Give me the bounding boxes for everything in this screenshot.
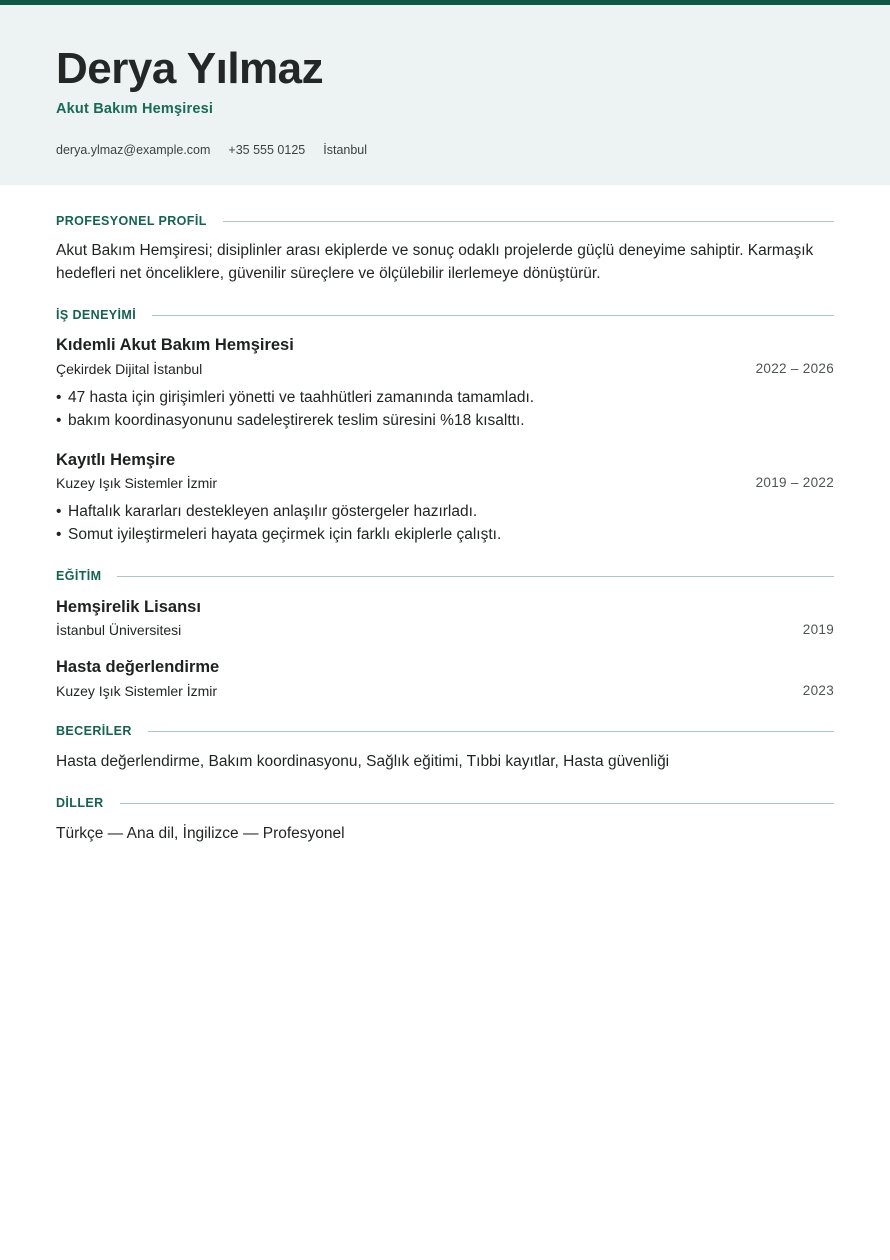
education-degree: Hemşirelik Lisansı [56,598,201,616]
job-role: Kayıtlı Hemşire [56,451,176,469]
profile-summary: Akut Bakım Hemşiresi; disiplinler arası ekiplerde ve sonuç odaklı projelerde güçlü deneyime sahiptir. Karmaşık hedefleri net önceliklere, güvenilir süreçlere ve ölçülebilir ilerlemeye dönüştürür. [56,242,814,282]
contact-email: derya.ylmaz@example.com [56,143,211,157]
resume-header [0,0,890,185]
candidate-title: Akut Bakım Hemşiresi [56,101,214,117]
section-divider [148,731,834,732]
job-dates: 2022 – 2026 [755,361,834,376]
skills-list: Hasta değerlendirme, Bakım koordinasyonu, Sağlık eğitimi, Tıbbi kayıtlar, Hasta güvenliği [56,753,670,770]
job-achievements [56,387,834,432]
section-divider [117,576,834,577]
section-divider [120,803,834,804]
job-achievements [56,501,834,546]
achievement-item: • Somut iyileştirmeleri hayata geçirmek için farklı ekiplerle çalıştı. [56,524,834,547]
section-divider [152,315,834,316]
section-title: DİLLER [56,796,104,810]
education-year: 2019 [802,622,834,637]
education-year: 2023 [802,683,834,698]
section-experience-heading [56,307,834,323]
section-skills-heading [56,723,834,739]
contact-phone: +35 555 0125 [228,143,306,157]
job-company: Çekirdek Dijital İstanbul [56,361,203,377]
job-company: Kuzey Işık Sistemler İzmir [56,475,218,491]
achievement-item: • Haftalık kararları destekleyen anlaşılır göstergeler hazırladı. [56,501,834,524]
job-role: Kıdemli Akut Bakım Hemşiresi [56,336,294,354]
section-languages-heading [56,795,834,811]
achievement-item: • 47 hasta için girişimleri yönetti ve taahhütleri zamanında tamamladı. [56,387,834,410]
contact-info [56,142,367,158]
section-title: EĞİTİM [56,569,102,583]
languages-list: Türkçe — Ana dil, İngilizce — Profesyonel [56,825,345,842]
candidate-name: Derya Yılmaz [56,44,324,93]
section-divider [223,221,834,222]
section-title: PROFESYONEL PROFİL [56,214,207,228]
achievement-item: • bakım koordinasyonunu sadeleştirerek teslim süresini %18 kısalttı. [56,410,834,433]
section-profile-heading [56,213,834,229]
contact-city: İstanbul [323,143,368,157]
education-school: Kuzey Işık Sistemler İzmir [56,683,218,699]
education-degree: Hasta değerlendirme [56,658,220,676]
education-school: İstanbul Üniversitesi [56,622,182,638]
section-title: İŞ DENEYİMİ [56,308,137,322]
section-education-heading [56,568,834,584]
section-title: BECERİLER [56,724,132,738]
job-dates: 2019 – 2022 [755,475,834,490]
